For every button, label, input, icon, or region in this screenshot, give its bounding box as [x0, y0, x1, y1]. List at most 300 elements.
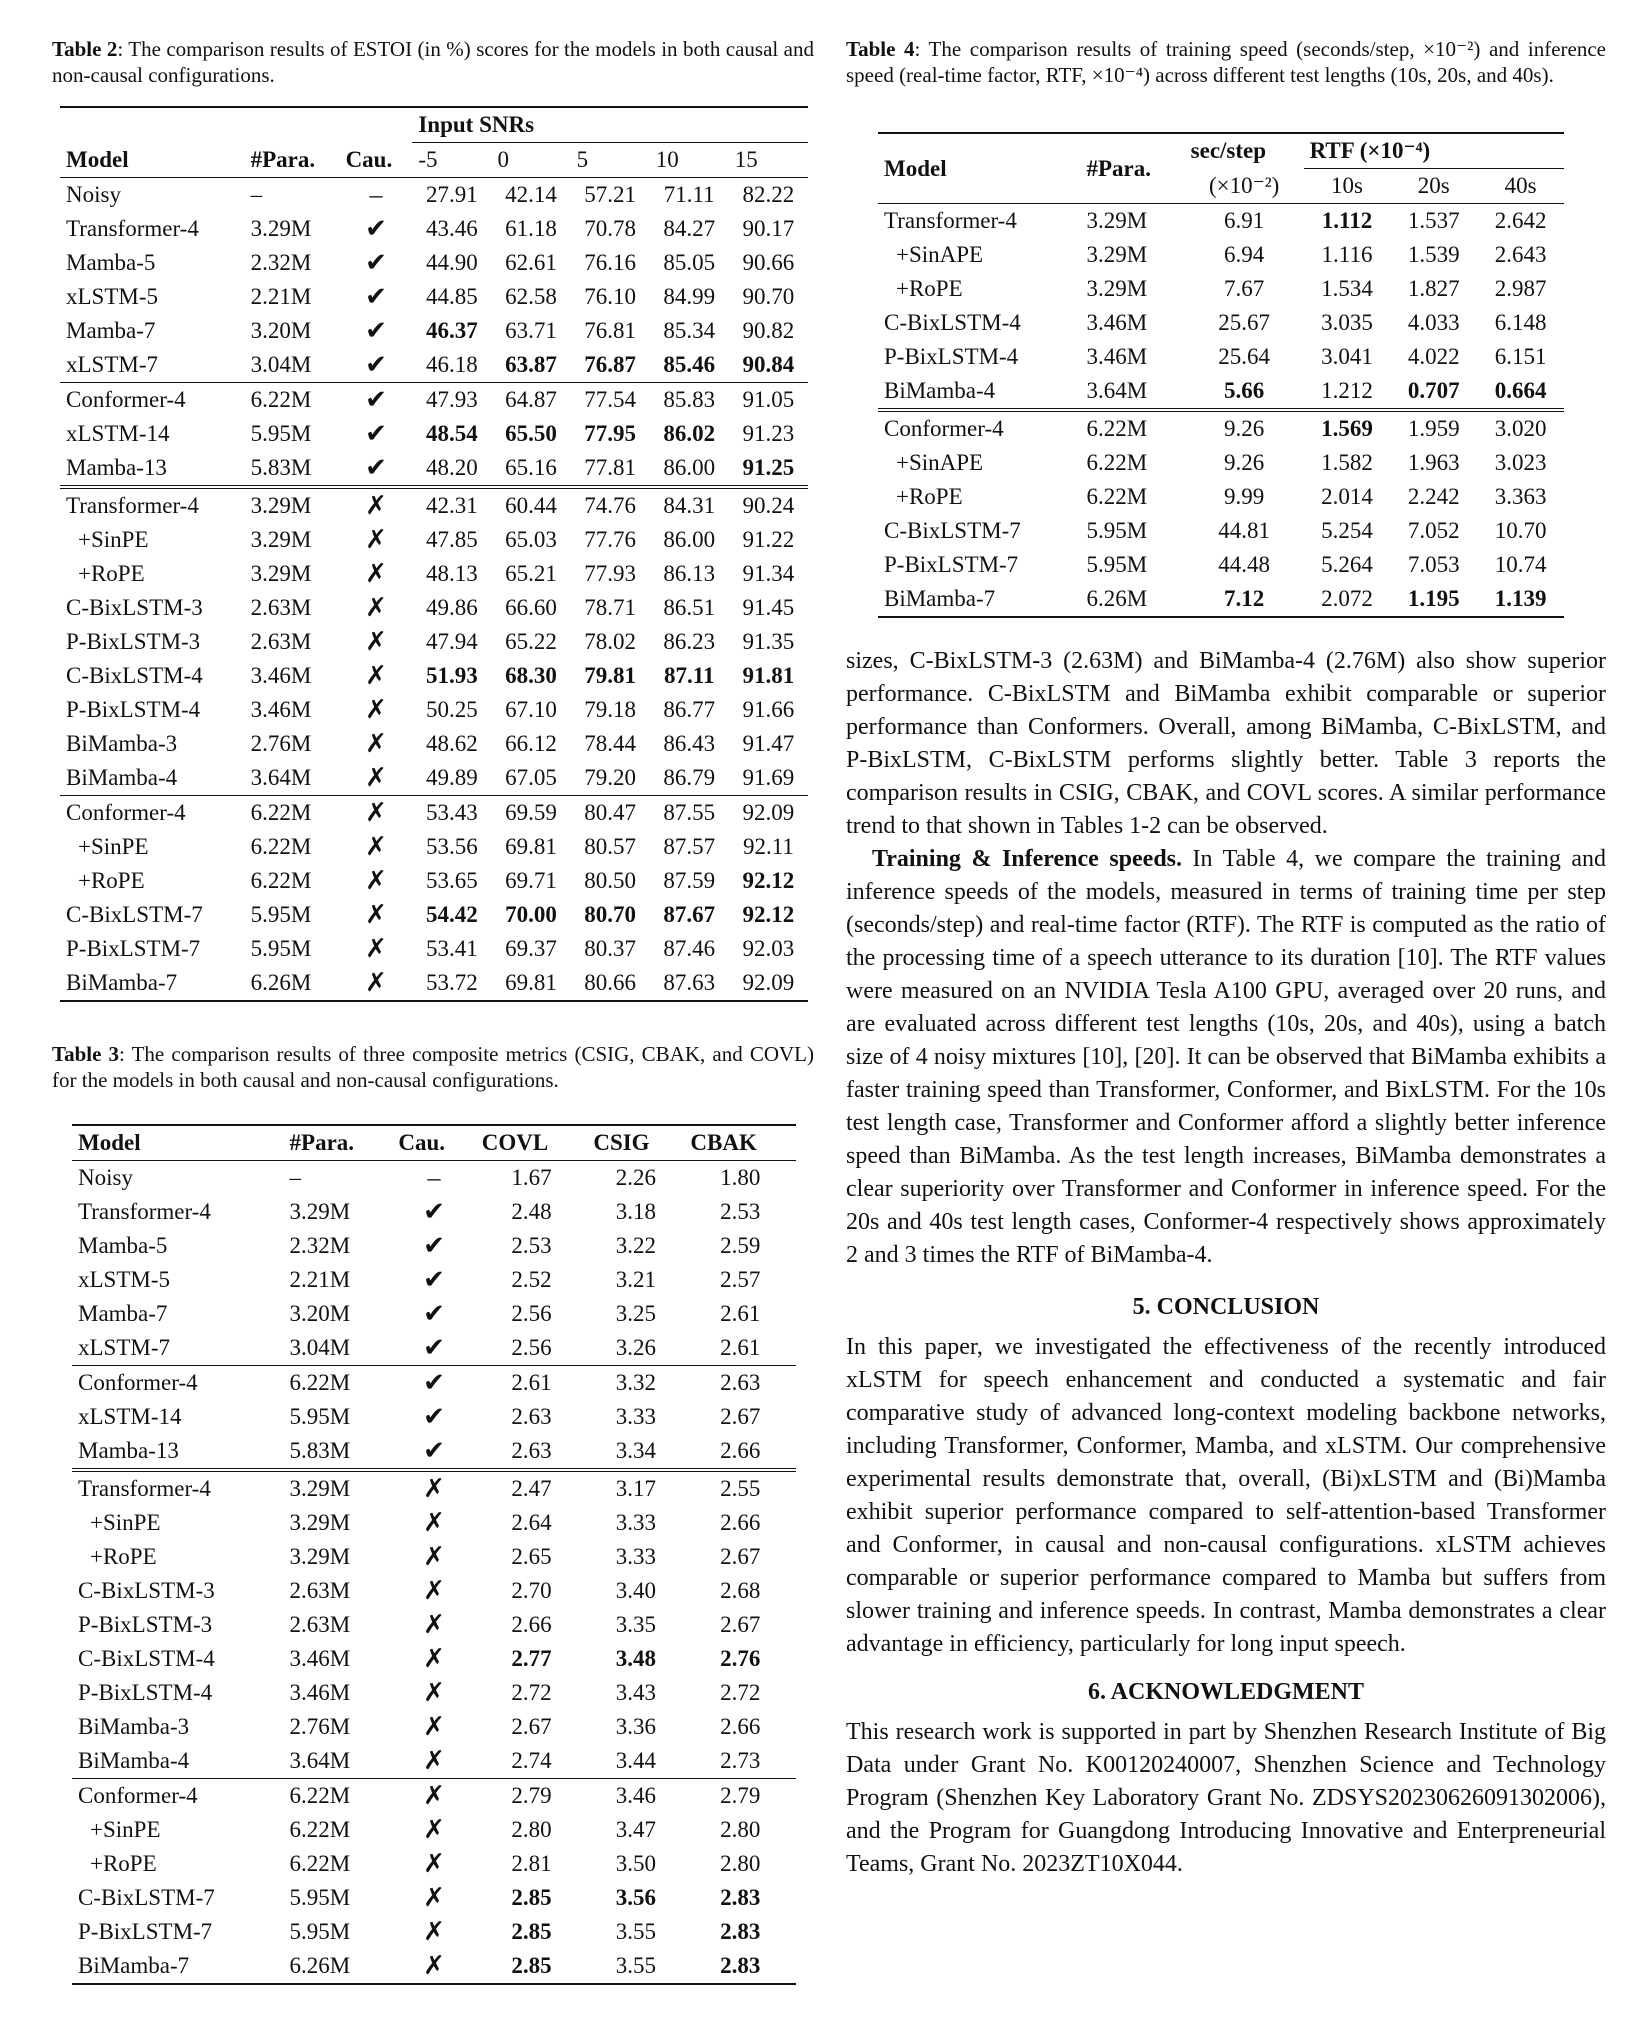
param-count: 2.21M [289, 1267, 351, 1292]
table-row [72, 1744, 796, 1779]
score-value: 80.50 [584, 868, 636, 893]
table-row [878, 238, 1564, 272]
model-name: +SinAPE [896, 242, 984, 267]
model-name: Conformer-4 [878, 410, 1080, 446]
causal-mark: ✗ [365, 593, 387, 622]
score-value: 90.70 [742, 284, 795, 309]
param-count: 5.95M [250, 936, 312, 961]
score-value: 57.21 [584, 182, 636, 207]
speed-value: 5.254 [1321, 518, 1373, 543]
table4-caption-text: : The comparison results of training speed (seconds/step, ×10⁻²) and inference speed (real-time factor, RTF, ×10⁻⁴) across different test lengths (10s, 20s, and 40s). [846, 37, 1606, 87]
score-value: 84.27 [663, 216, 716, 241]
model-name: xLSTM-5 [66, 284, 158, 309]
param-count: 3.29M [250, 527, 312, 552]
column-header: 15 [729, 143, 808, 178]
model-name: C-BixLSTM-3 [78, 1578, 215, 1603]
causal-mark: ✔ [365, 282, 387, 311]
score-value: 2.72 [720, 1680, 761, 1705]
speeds-text: In Table 4, we compare the training and inference speeds of the models, measured in terms of training time per step (seconds/step) and real-time factor (RTF). The RTF is computed as the ratio of the processing time of a speech utterance to its duration [10]. The RTF values were measured on an NVIDIA Tesla A100 GPU, averaged over 20 runs, and are evaluated across different test lengths (10s, 20s, and 40s), using a batch size of 4 noisy mixtures [10], [20]. It can be observed that BiMamba exhibits a faster training speed than Transformer, Conformer, and BixLSTM. For the 10s test length case, Transformer and Conformer afford a slightly better inference speed than BiMamba. As the test length increases, BiMamba demonstrates a clear superiority over Transformer and Conformer in inference speed. For the 20s and 40s test length cases, Conformer-4 respectively shows approximately 2 and 3 times the RTF of BiMamba-4. [846, 846, 1606, 1268]
causal-mark: ✗ [365, 832, 387, 861]
model-name: C-BixLSTM-3 [66, 595, 203, 620]
causal-mark: ✗ [365, 934, 387, 963]
model-name: P-BixLSTM-7 [78, 1919, 213, 1944]
model-name: +SinPE [78, 834, 149, 859]
table2 [60, 106, 808, 1002]
model-name: C-BixLSTM-4 [66, 663, 203, 688]
causal-mark: ✔ [423, 1265, 445, 1294]
speed-value: 4.033 [1407, 310, 1460, 335]
table4-header-group [878, 133, 1564, 169]
model-name: Mamba-13 [66, 455, 167, 480]
model-name: +SinPE [90, 1817, 161, 1842]
param-count: 3.46M [289, 1680, 351, 1705]
score-value: 3.32 [587, 1366, 684, 1401]
model-name: xLSTM-7 [66, 352, 158, 377]
score-value: 71.11 [663, 182, 715, 207]
score-value: 53.65 [426, 868, 478, 893]
score-value: 2.47 [476, 1470, 588, 1506]
score-value: 3.55 [615, 1953, 656, 1978]
table-row [72, 1710, 796, 1744]
score-value: 69.59 [491, 796, 570, 831]
score-value: 2.85 [511, 1953, 552, 1978]
param-count: 6.22M [1086, 450, 1148, 475]
param-count: 3.46M [1086, 310, 1148, 335]
causal-mark: ✔ [423, 1333, 445, 1362]
param-count: 5.83M [250, 455, 312, 480]
table4-label: Table 4 [846, 37, 915, 61]
score-value: 3.26 [615, 1335, 656, 1360]
column-header: Model [60, 143, 245, 178]
score-value: 87.11 [664, 663, 715, 688]
model-name: Noisy [78, 1165, 133, 1190]
speed-value: 1.539 [1407, 242, 1460, 267]
score-value: 2.79 [684, 1779, 796, 1814]
causal-mark: ✔ [423, 1197, 445, 1226]
param-count: 2.63M [250, 629, 312, 654]
param-count: 2.21M [250, 284, 312, 309]
score-value: 3.55 [615, 1919, 656, 1944]
causal-mark: ✗ [423, 1917, 445, 1946]
sec-step-unit: (×10⁻²) [1185, 169, 1304, 204]
table3-label: Table 3 [52, 1042, 120, 1066]
score-value: 65.16 [505, 455, 557, 480]
table3 [72, 1124, 796, 1985]
table-row [72, 1779, 796, 1814]
table-row [878, 374, 1564, 410]
score-value: 2.48 [511, 1199, 552, 1224]
causal-mark: ✔ [365, 214, 387, 243]
table-row [72, 1195, 796, 1229]
model-name: Transformer-4 [66, 216, 199, 241]
score-value: 2.66 [720, 1714, 761, 1739]
model-name: C-BixLSTM-4 [884, 310, 1021, 335]
score-value: 2.64 [511, 1510, 552, 1535]
score-value: 63.87 [505, 352, 557, 377]
table-row [72, 1949, 796, 1984]
model-name: P-BixLSTM-4 [884, 344, 1019, 369]
speed-value: 5.264 [1321, 552, 1373, 577]
model-name: C-BixLSTM-4 [78, 1646, 215, 1671]
causal-mark: ✗ [423, 1712, 445, 1741]
score-value: 90.82 [742, 318, 795, 343]
score-value: 92.09 [729, 796, 808, 831]
score-value: 63.71 [505, 318, 557, 343]
score-value: 2.53 [720, 1199, 761, 1224]
score-value: 86.79 [663, 765, 716, 790]
column-header: -5 [412, 143, 491, 178]
param-count: 2.63M [289, 1578, 351, 1603]
score-value: 77.81 [584, 455, 636, 480]
score-value: 3.47 [615, 1817, 656, 1842]
param-count: – [250, 182, 263, 207]
score-value: 3.33 [615, 1544, 656, 1569]
score-value: 2.81 [511, 1851, 552, 1876]
param-count: 5.95M [250, 421, 312, 446]
model-name: Transformer-4 [78, 1199, 211, 1224]
score-value: 70.00 [505, 902, 557, 927]
causal-mark: ✗ [423, 1815, 445, 1844]
speed-value: 7.12 [1224, 586, 1265, 611]
causal-mark: ✗ [365, 900, 387, 929]
score-value: 2.80 [720, 1851, 761, 1876]
score-value: 2.53 [511, 1233, 552, 1258]
score-value: 85.34 [663, 318, 716, 343]
speed-value: 0.664 [1494, 378, 1547, 403]
param-count: 2.63M [250, 595, 312, 620]
score-value: 91.25 [742, 455, 795, 480]
model-name: xLSTM-14 [78, 1404, 182, 1429]
score-value: 2.67 [511, 1714, 552, 1739]
score-value: 2.67 [720, 1544, 761, 1569]
table-row [72, 1229, 796, 1263]
model-name: +RoPE [90, 1851, 157, 1876]
score-value: 2.80 [511, 1817, 552, 1842]
model-name: +SinAPE [896, 450, 984, 475]
section-conclusion-title: 5. CONCLUSION [1132, 1294, 1320, 1320]
score-value: 2.66 [511, 1612, 552, 1637]
speed-value: 25.67 [1218, 310, 1270, 335]
score-value: 2.83 [720, 1885, 761, 1910]
score-value: 86.00 [663, 455, 716, 480]
table-row [60, 280, 808, 314]
model-name: Transformer-4 [60, 487, 245, 523]
model-name: Mamba-7 [66, 318, 156, 343]
speed-value: 1.195 [1407, 586, 1460, 611]
score-value: 2.67 [720, 1612, 761, 1637]
param-count: 3.20M [250, 318, 312, 343]
speed-value: 3.041 [1321, 344, 1373, 369]
speed-value: 44.48 [1218, 552, 1270, 577]
score-value: 78.02 [584, 629, 636, 654]
table-row [60, 864, 808, 898]
score-value: 3.33 [615, 1404, 656, 1429]
score-value: 69.81 [505, 834, 557, 859]
table2-caption-text: : The comparison results of ESTOI (in %) scores for the models in both causal and non-causal configurations. [52, 37, 814, 87]
score-value: 2.61 [720, 1335, 761, 1360]
causal-mark: ✗ [423, 1746, 445, 1775]
score-value: 3.50 [615, 1851, 656, 1876]
score-value: 2.85 [511, 1885, 552, 1910]
causal-mark: ✗ [365, 627, 387, 656]
table2-header [60, 143, 808, 178]
model-name: +RoPE [78, 868, 145, 893]
score-value: 2.68 [720, 1578, 761, 1603]
causal-mark: ✔ [365, 350, 387, 379]
score-value: 49.89 [426, 765, 478, 790]
param-count: 6.22M [250, 868, 312, 893]
score-value: 2.67 [720, 1404, 761, 1429]
table3-caption [52, 1041, 814, 1093]
speed-value: 3.035 [1321, 310, 1373, 335]
column-header: Cau. [340, 143, 413, 178]
score-value: 85.05 [663, 250, 716, 275]
table-row [60, 591, 808, 625]
model-name: Transformer-4 [72, 1470, 284, 1506]
score-value: 92.03 [742, 936, 795, 961]
causal-mark: ✗ [365, 559, 387, 588]
score-value: 80.37 [584, 936, 636, 961]
model-name: P-BixLSTM-4 [78, 1680, 213, 1705]
speeds-lead: Training & Inference speeds. [872, 846, 1183, 872]
score-value: 87.59 [663, 868, 716, 893]
table-row [878, 340, 1564, 374]
speed-value: 44.81 [1218, 518, 1270, 543]
score-value: 1.80 [720, 1165, 761, 1190]
score-value: 79.18 [584, 697, 636, 722]
score-value: 91.23 [742, 421, 795, 446]
score-value: 91.66 [742, 697, 795, 722]
param-count: 3.64M [289, 1748, 351, 1773]
param-count: 3.64M [250, 765, 312, 790]
model-name: BiMamba-7 [66, 970, 178, 995]
score-value: 86.00 [663, 527, 716, 552]
table-row [60, 314, 808, 348]
speed-value: 1.116 [1321, 242, 1373, 267]
score-value: 68.30 [505, 663, 557, 688]
param-count: 6.22M [1080, 410, 1184, 446]
model-name: P-BixLSTM-7 [884, 552, 1019, 577]
score-value: 3.25 [615, 1301, 656, 1326]
score-value: 3.21 [615, 1267, 656, 1292]
score-value: 92.12 [742, 902, 795, 927]
table-row [878, 548, 1564, 582]
model-name: Mamba-7 [78, 1301, 168, 1326]
score-value: 92.09 [742, 970, 795, 995]
model-name: P-BixLSTM-7 [66, 936, 201, 961]
speed-value: 7.67 [1224, 276, 1265, 301]
header-blank [60, 107, 245, 143]
model-name: P-BixLSTM-3 [66, 629, 201, 654]
model-name: Conformer-4 [60, 796, 245, 831]
causal-mark: ✗ [423, 1508, 445, 1537]
score-value: 77.54 [571, 383, 650, 418]
table-row [72, 1434, 796, 1470]
causal-mark: ✔ [423, 1402, 445, 1431]
score-value: 91.47 [742, 731, 795, 756]
score-value: 48.20 [426, 455, 478, 480]
score-value: 2.72 [511, 1680, 552, 1705]
speed-value: 0.707 [1407, 378, 1460, 403]
model-name: BiMamba-3 [78, 1714, 190, 1739]
speed-value: 1.827 [1407, 276, 1460, 301]
speed-value: 1.569 [1304, 410, 1391, 446]
score-value: 67.05 [505, 765, 557, 790]
causal-mark: ✗ [423, 1644, 445, 1673]
paragraph-speeds [846, 843, 1606, 1272]
score-value: 65.21 [505, 561, 557, 586]
score-value: 79.20 [584, 765, 636, 790]
causal-mark: ✗ [423, 1849, 445, 1878]
score-value: 2.59 [720, 1233, 761, 1258]
speed-value: 2.642 [1494, 208, 1547, 233]
table-row [60, 830, 808, 864]
table-row [878, 480, 1564, 514]
speed-value: 10.74 [1494, 552, 1547, 577]
speed-value: 5.66 [1224, 378, 1265, 403]
causal-mark: ✗ [392, 1779, 475, 1814]
param-count: 3.29M [250, 561, 312, 586]
score-value: 3.43 [615, 1680, 656, 1705]
model-name: xLSTM-5 [78, 1267, 170, 1292]
causal-mark: ✗ [423, 1576, 445, 1605]
causal-mark: ✔ [340, 383, 413, 418]
score-value: 70.78 [584, 216, 636, 241]
param-count: 6.22M [245, 796, 340, 831]
column-header-rtf: RTF (×10⁻⁴) [1304, 133, 1564, 169]
speed-value: 2.014 [1321, 484, 1373, 509]
table3-caption-text: : The comparison results of three composite metrics (CSIG, CBAK, and COVL) for the models in both causal and non-causal configurations. [52, 1042, 814, 1092]
score-value: 61.18 [505, 216, 557, 241]
score-value: 90.17 [742, 216, 795, 241]
column-header: Model [72, 1125, 284, 1161]
score-value: 91.35 [742, 629, 795, 654]
score-value: 2.74 [511, 1748, 552, 1773]
causal-mark: ✗ [340, 487, 413, 523]
param-count: 5.95M [289, 1404, 351, 1429]
score-value: 27.91 [426, 182, 478, 207]
speed-value: 1.963 [1407, 450, 1460, 475]
column-header: CBAK [684, 1125, 796, 1161]
speed-value: 6.94 [1224, 242, 1265, 267]
score-value: 3.36 [615, 1714, 656, 1739]
causal-mark: ✗ [423, 1610, 445, 1639]
table-row [60, 659, 808, 693]
causal-mark: ✗ [365, 695, 387, 724]
param-count: 6.22M [284, 1779, 393, 1814]
table-row [72, 1470, 796, 1506]
speed-value: 1.959 [1390, 410, 1477, 446]
model-name: C-BixLSTM-7 [66, 902, 203, 927]
param-count: 2.63M [289, 1612, 351, 1637]
score-value: 77.76 [584, 527, 636, 552]
causal-mark: ✗ [365, 729, 387, 758]
score-value: 86.13 [663, 561, 716, 586]
speed-value: 1.537 [1407, 208, 1460, 233]
column-header: COVL [476, 1125, 588, 1161]
score-value: 87.57 [663, 834, 716, 859]
causal-mark: ✔ [392, 1366, 475, 1401]
table4 [878, 132, 1564, 618]
speed-value: 3.020 [1477, 410, 1564, 446]
causal-mark: ✗ [365, 763, 387, 792]
model-name: BiMamba-4 [884, 378, 996, 403]
table-row [72, 1915, 796, 1949]
model-name: +RoPE [90, 1544, 157, 1569]
score-value: 67.10 [505, 697, 557, 722]
score-value: 2.55 [684, 1470, 796, 1506]
score-value: 2.79 [476, 1779, 588, 1814]
model-name: Mamba-13 [78, 1438, 179, 1463]
param-count: 3.46M [289, 1646, 351, 1671]
column-header: Cau. [392, 1125, 475, 1161]
model-name: +RoPE [896, 484, 963, 509]
causal-mark: – [369, 180, 383, 209]
model-name: Transformer-4 [884, 208, 1017, 233]
table-row [72, 1813, 796, 1847]
score-value: 46.37 [426, 318, 478, 343]
table-row [72, 1881, 796, 1915]
score-value: 90.84 [742, 352, 795, 377]
score-value: 2.26 [615, 1165, 656, 1190]
score-value: 2.63 [511, 1404, 552, 1429]
table-row [72, 1540, 796, 1574]
score-value: 54.42 [426, 902, 478, 927]
table2-caption [52, 36, 814, 88]
score-value: 76.87 [584, 352, 636, 377]
causal-mark: ✗ [365, 525, 387, 554]
param-count: 6.26M [289, 1953, 351, 1978]
param-count: 3.29M [289, 1199, 351, 1224]
score-value: 90.24 [729, 487, 808, 523]
score-value: 2.63 [684, 1366, 796, 1401]
score-value: 65.50 [505, 421, 557, 446]
speed-value: 1.112 [1321, 208, 1373, 233]
table-row [60, 348, 808, 383]
param-count: 2.76M [289, 1714, 351, 1739]
speed-value: 9.26 [1224, 450, 1265, 475]
table4-caption [846, 36, 1606, 88]
table-row [60, 451, 808, 487]
speed-value: 10.70 [1494, 518, 1547, 543]
score-value: 2.57 [720, 1267, 761, 1292]
causal-mark: ✗ [340, 796, 413, 831]
param-count: 5.95M [250, 902, 312, 927]
table-row [72, 1506, 796, 1540]
causal-mark: ✗ [423, 1678, 445, 1707]
table-row [60, 523, 808, 557]
section-acknowledgment-text: This research work is supported in part by Shenzhen Research Institute of Big Data under Grant No. K00120240007, Shenzhen Science and Technology Program (Shenzhen Key Laboratory Grant No. ZDSYS20230626091302006), and the Program for Guangdong Introducing Innovative and Enterpreneurial Teams, Grant No. 2023ZT10X044. [846, 1719, 1606, 1877]
causal-mark: ✗ [423, 1883, 445, 1912]
causal-mark: ✗ [365, 661, 387, 690]
model-name: +RoPE [896, 276, 963, 301]
score-value: 80.47 [571, 796, 650, 831]
score-value: 3.40 [615, 1578, 656, 1603]
section-acknowledgment-title: 6. ACKNOWLEDGMENT [1087, 1679, 1365, 1705]
param-count: 3.29M [250, 216, 312, 241]
model-name: Mamba-5 [66, 250, 156, 275]
score-value: 92.11 [742, 834, 794, 859]
score-value: 3.34 [615, 1438, 656, 1463]
score-value: 2.56 [511, 1301, 552, 1326]
table-row [60, 966, 808, 1001]
score-value: 53.72 [426, 970, 478, 995]
score-value: 91.69 [742, 765, 795, 790]
score-value: 2.76 [720, 1646, 761, 1671]
score-value: 44.90 [426, 250, 478, 275]
score-value: 48.62 [426, 731, 478, 756]
score-value: 76.10 [584, 284, 636, 309]
